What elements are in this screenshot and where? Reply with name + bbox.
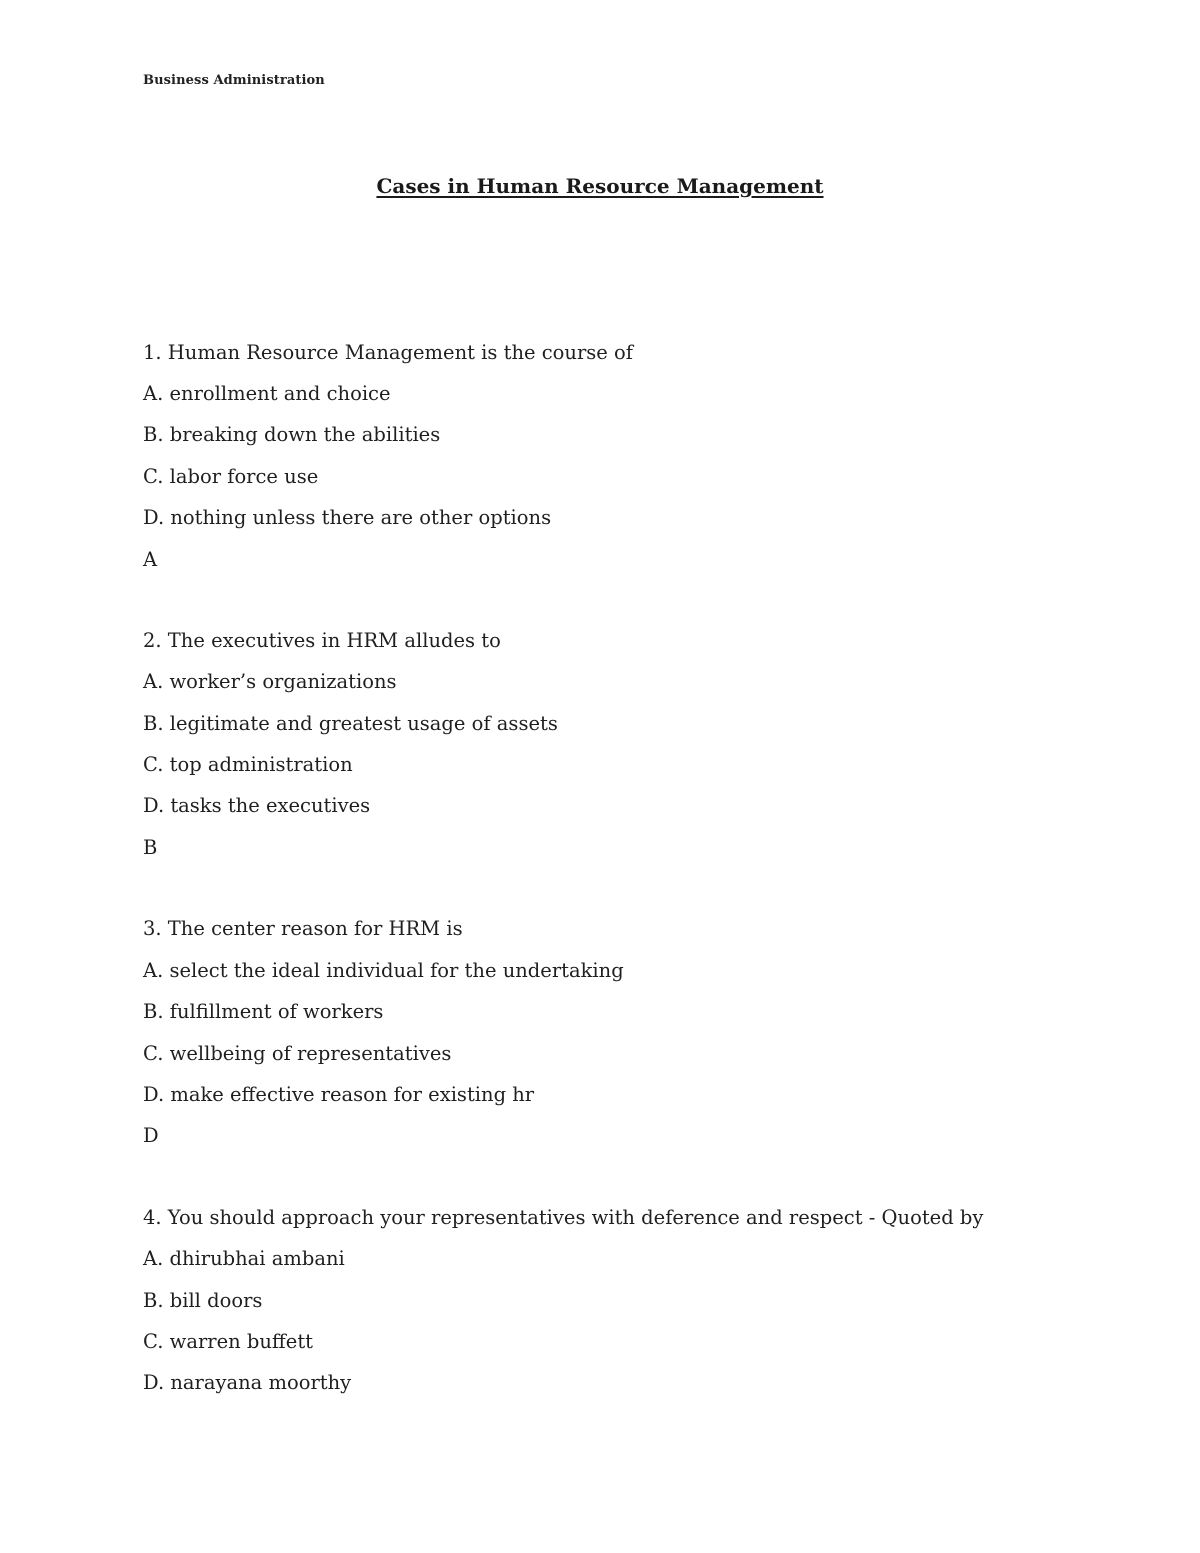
question-1-answer: A xyxy=(143,548,158,571)
document-title: Cases in Human Resource Management xyxy=(376,174,824,198)
question-2-option-a: A. worker’s organizations xyxy=(143,670,397,693)
question-2-option-b: B. legitimate and greatest usage of assets xyxy=(143,712,558,735)
question-3-text: 3. The center reason for HRM is xyxy=(143,917,463,940)
question-1-option-d: D. nothing unless there are other options xyxy=(143,506,552,529)
question-1-option-b: B. breaking down the abilities xyxy=(143,423,441,446)
question-3-answer: D xyxy=(143,1124,159,1147)
question-4-option-a: A. dhirubhai ambani xyxy=(143,1247,345,1270)
question-2-option-d: D. tasks the executives xyxy=(143,794,371,817)
question-3-option-a: A. select the ideal individual for the undertaking xyxy=(143,959,624,982)
question-2-text: 2. The executives in HRM alludes to xyxy=(143,629,501,652)
question-3-option-c: C. wellbeing of representatives xyxy=(143,1042,452,1065)
question-2-answer: B xyxy=(143,836,158,859)
question-4-option-b: B. bill doors xyxy=(143,1289,263,1312)
question-1-text: 1. Human Resource Management is the course of xyxy=(143,341,633,364)
question-3-option-b: B. fulfillment of workers xyxy=(143,1000,384,1023)
question-4-option-d: D. narayana moorthy xyxy=(143,1371,352,1394)
question-4-text: 4. You should approach your representatives with deference and respect - Quoted by xyxy=(143,1206,984,1229)
question-1-option-c: C. labor force use xyxy=(143,465,319,488)
question-1-option-a: A. enrollment and choice xyxy=(143,382,391,405)
question-2-option-c: C. top administration xyxy=(143,753,353,776)
page-header: Business Administration xyxy=(143,73,325,88)
question-4-option-c: C. warren buffett xyxy=(143,1330,313,1353)
question-3-option-d: D. make effective reason for existing hr xyxy=(143,1083,535,1106)
